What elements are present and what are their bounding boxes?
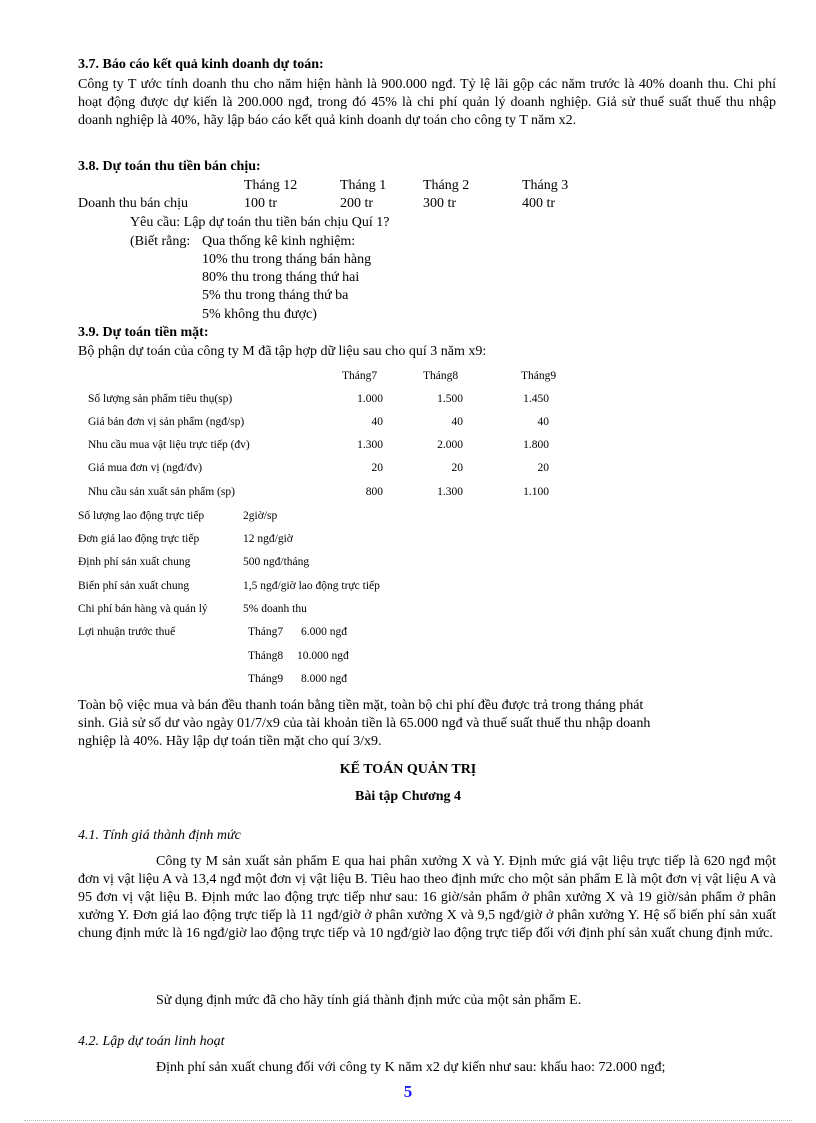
param-label: Chi phí bán hàng và quản lý [78, 603, 208, 615]
table-cell: 1.800 [523, 439, 549, 451]
section-4-1-title: 4.1. Tính giá thành định mức [78, 828, 241, 843]
table-cell: 800 [365, 486, 383, 498]
section-4-2-title: 4.2. Lập dự toán linh hoạt [78, 1034, 225, 1049]
param-value: 1,5 ngđ/giờ lao động trực tiếp [243, 580, 380, 592]
table-cell: 2.000 [437, 439, 463, 451]
chapter-subheading: Bài tập Chương 4 [354, 789, 461, 804]
chapter-heading: KẾ TOÁN QUẢN TRỊ [339, 762, 477, 777]
param-label: Đơn giá lao động trực tiếp [78, 533, 200, 545]
section-4-2-paragraph: Định phí sản xuất chung đối với công ty K năm x2 dự kiến như sau: khấu hao: 72.000 ngđ; [156, 1060, 666, 1075]
profit-value: 8.000 ngđ [301, 673, 347, 685]
table-cell: 20 [537, 462, 549, 474]
month-header: Tháng 3 [522, 178, 569, 193]
table-header: Tháng7 [342, 370, 378, 382]
footer-divider [24, 1120, 792, 1121]
credit-sales-value: 200 tr [340, 196, 374, 211]
page-number: 5 [403, 1082, 413, 1101]
table-cell: 1.500 [437, 393, 463, 405]
credit-sales-value: 100 tr [244, 196, 278, 211]
table-cell: 1.100 [523, 486, 549, 498]
profit-value: 10.000 ngđ [297, 650, 349, 662]
section-3-7-paragraph: Công ty T ước tính doanh thu cho năm hiện hành là 900.000 ngđ. Tỷ lệ lãi gộp các năm trước là 40% doanh thu. Chi phí hoạt động được dự kiến là 200.000 ngđ, trong đó 45% là chi phí quản lý doanh nghiệp. Giả sử thuế suất thuế thu nhập doanh nghiệp là 40%, hãy lập báo cáo kết quả kinh doanh dự toán cho công ty T năm x2. [78, 77, 776, 128]
credit-sales-value: 400 tr [522, 196, 556, 211]
profit-month: Tháng9 [248, 673, 284, 685]
section-3-8-title: 3.8. Dự toán thu tiền bán chịu: [78, 159, 261, 174]
table-cell: 1.300 [357, 439, 383, 451]
note-line: 80% thu trong tháng thứ hai [202, 270, 360, 285]
note-line: Qua thống kê kinh nghiệm: [202, 234, 356, 249]
credit-sales-value: 300 tr [423, 196, 457, 211]
note-lead: (Biết rằng: [130, 234, 191, 249]
param-label: Số lượng lao động trực tiếp [78, 510, 205, 522]
param-label: Biến phí sản xuất chung [78, 580, 190, 592]
table-cell: 40 [537, 416, 549, 428]
table-header: Tháng9 [521, 370, 557, 382]
param-value: 5% doanh thu [243, 603, 307, 615]
paragraph-line: Toàn bộ việc mua và bán đều thanh toán bằng tiền mặt, toàn bộ chi phí đều được trả trong tháng phát [78, 698, 644, 713]
profit-label: Lợi nhuận trước thuế [78, 626, 176, 638]
profit-value: 6.000 ngđ [301, 626, 347, 638]
table-header: Tháng8 [423, 370, 459, 382]
table-cell: 40 [451, 416, 463, 428]
param-value: 2giờ/sp [243, 510, 278, 522]
month-header: Tháng 2 [423, 178, 470, 193]
section-4-1-paragraph: Công ty M sản xuất sản phẩm E qua hai phân xưởng X và Y. Định mức giá vật liệu trực tiếp là 620 ngđ một đơn vị vật liệu A và 13,4 ngđ một đơn vị vật liệu B. Tiêu hao theo định mức cho một sản phẩm E là một đơn vị vật liệu A và 95 đơn vị vật liệu B. Định mức lao động trực tiếp như sau: 16 giờ/sản phẩm ở phân xưởng X và 19 giờ/sản phẩm ở phân xưởng Y. Đơn giá lao động trực tiếp là 11 ngđ/giờ ở phân xưởng X và 9,5 ngđ/giờ ở phân xưởng Y. Hệ số biến phí sản xuất chung định mức là 16 ngđ/giờ lao động trực tiếp và 10 ngđ/giờ lao động trực tiếp đối với định phí sản xuất chung định mức. [78, 854, 776, 941]
param-value: 500 ngđ/tháng [243, 556, 310, 568]
table-row-label: Nhu cầu sản xuất sản phẩm (sp) [88, 486, 235, 498]
table-cell: 20 [451, 462, 463, 474]
table-cell: 1.450 [523, 393, 549, 405]
table-row-label: Giá bán đơn vị sản phẩm (ngđ/sp) [88, 416, 245, 428]
note-line: 10% thu trong tháng bán hàng [202, 252, 372, 267]
table-cell: 1.000 [357, 393, 383, 405]
param-label: Định phí sản xuất chung [78, 556, 191, 568]
section-3-7-title: 3.7. Báo cáo kết quả kinh doanh dự toán: [78, 57, 324, 72]
section-3-9-intro: Bộ phận dự toán của công ty M đã tập hợp dữ liệu sau cho quí 3 năm x9: [78, 344, 487, 359]
table-row-label: Số lượng sản phẩm tiêu thụ(sp) [88, 393, 233, 405]
note-line: 5% thu trong tháng thứ ba [202, 288, 349, 303]
section-3-9-title: 3.9. Dự toán tiền mặt: [78, 325, 209, 340]
note-line: 5% không thu được) [202, 307, 317, 322]
table-cell: 40 [371, 416, 383, 428]
table-row-label: Giá mua đơn vị (ngđ/đv) [88, 462, 203, 474]
table-cell: 20 [371, 462, 383, 474]
table-row-label: Nhu cầu mua vật liệu trực tiếp (đv) [88, 439, 250, 451]
requirement: Yêu cầu: Lập dự toán thu tiền bán chịu Quí 1? [130, 215, 390, 230]
table-cell: 1.300 [437, 486, 463, 498]
month-header: Tháng 1 [340, 178, 387, 193]
month-header: Tháng 12 [244, 178, 298, 193]
profit-month: Tháng8 [248, 650, 284, 662]
section-4-1-question: Sử dụng định mức đã cho hãy tính giá thành định mức của một sản phẩm E. [156, 993, 582, 1008]
credit-sales-label: Doanh thu bán chịu [78, 196, 189, 211]
param-value: 12 ngđ/giờ [243, 533, 293, 545]
paragraph-line: sinh. Giả sử số dư vào ngày 01/7/x9 của tài khoản tiền là 65.000 ngđ và thuế suất thuế thu nhập doanh [78, 716, 651, 731]
profit-month: Tháng7 [248, 626, 284, 638]
paragraph-line: nghiệp là 40%. Hãy lập dự toán tiền mặt cho quí 3/x9. [78, 734, 382, 749]
